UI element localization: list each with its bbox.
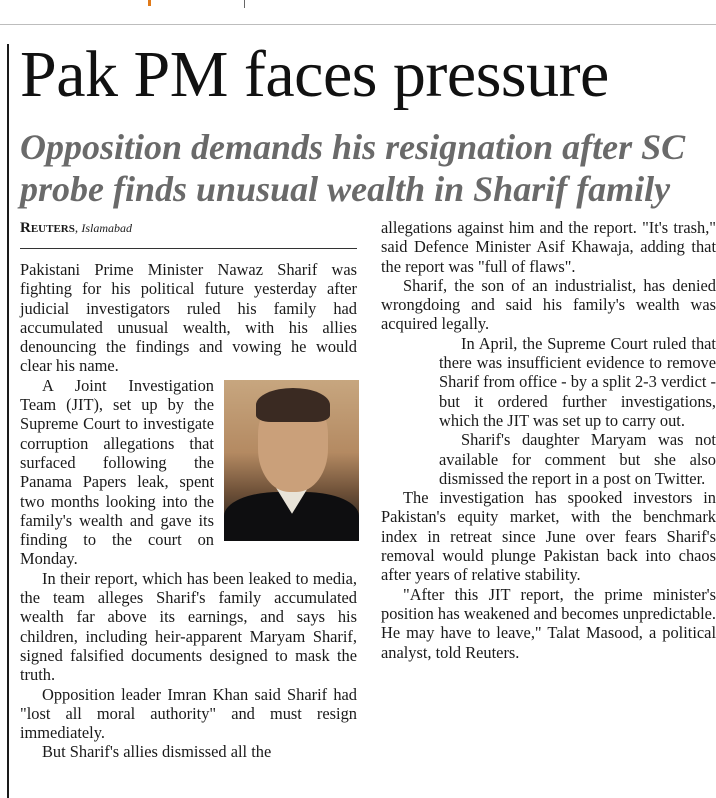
paragraph: Opposition leader Imran Khan said Sharif had "lost all moral authority" and must resign immediately. [20, 684, 357, 743]
subheadline [20, 126, 716, 210]
paragraph: The investigation has spooked investors in Pakistan's equity market, with the benchmark index in retreat since June over fears Sharif's removal would plunge Pakistan back into chaos after years of relative stability. [381, 488, 716, 585]
subheadline-line-2: probe finds unusual wealth in Sharif family [20, 169, 671, 209]
paragraph: Sharif's daughter Maryam was not available for comment but she also dismissed the report in a post on Twitter. [439, 430, 716, 488]
paragraph: "After this JIT report, the prime minister's position has weakened and becomes unpredictable. He may have to leave," Talat Masood, a political analyst, told Reuters. [381, 584, 716, 662]
photo-hair [256, 388, 330, 422]
byline [20, 219, 132, 237]
byline-place: Islamabad [81, 221, 133, 235]
paragraph: Sharif, the son of an industrialist, has denied wrongdoing and said his family's wealth was acquired legally. [381, 275, 716, 334]
paragraph: But Sharif's allies dismissed all the [42, 742, 272, 762]
section-marker [148, 0, 151, 6]
headline: Pak PM faces pressure [20, 38, 609, 111]
byline-rule [20, 248, 357, 249]
photo-wrap-space [381, 334, 439, 478]
article-column-1 [20, 260, 357, 762]
byline-agency: Reuters [20, 220, 75, 236]
article-column-2 [381, 218, 716, 662]
paragraph: allegations against him and the report. "It's trash," said Defence Minister Asif Khawaja, adding that the report was "full of flaws". [381, 218, 716, 276]
paragraph: A Joint Investigation Team (JIT), set up by the Supreme Court to investigate corruption allegations that surfaced following the Panama Papers leak, spent two months looking into the family's wealth and gave its finding to the court on Monday. [20, 375, 214, 569]
header-divider [244, 0, 245, 8]
left-column-rule [7, 44, 9, 798]
portrait-photo [224, 380, 359, 541]
paragraph: In April, the Supreme Court ruled that there was insufficient evidence to remove Sharif from office - by a split 2-3 verdict - but it ordered further investigations, which the JIT was set up to carry out. [439, 333, 716, 430]
page-header-strip [0, 0, 716, 25]
paragraph: In their report, which has been leaked to media, the team alleges Sharif's family accumulated wealth far above its earnings, and says his children, including heir-apparent Maryam Sharif, signed falsified documents designed to mask the truth. [20, 568, 357, 685]
paragraph: Pakistani Prime Minister Nawaz Sharif was fighting for his political future yesterday after judicial investigators ruled his family had accumulated unusual wealth, with his allies denouncing the findings and vowing he would clear his name. [20, 260, 357, 376]
subheadline-line-1: Opposition demands his resignation after SC [20, 127, 686, 167]
byline-separator: , [74, 220, 79, 235]
